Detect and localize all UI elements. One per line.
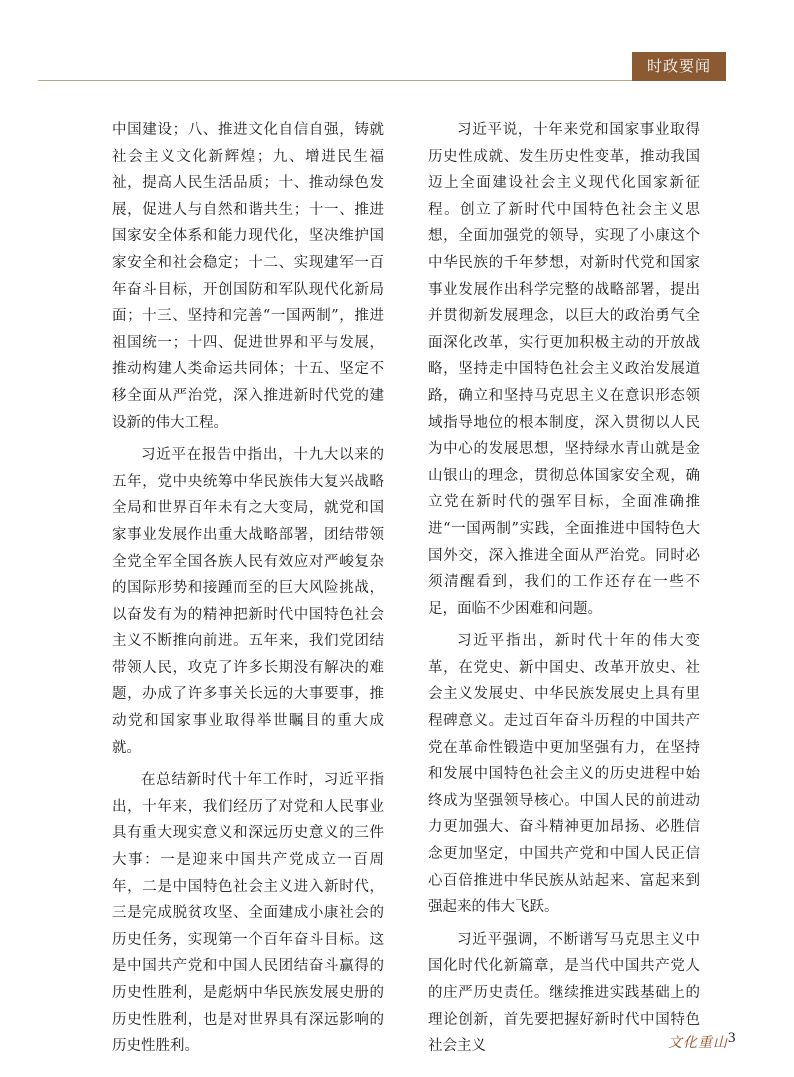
magazine-logo: 文化重山 [668, 1035, 728, 1051]
body-paragraph: 中国建设；八、推进文化自信自强，铸就社会主义文化新辉煌；九、增进民生福祉，提高人民生活品质；十、推动绿色发展，促进人与自然和谐共生；十一、推进国家安全体系和能力现代化，坚决维护国家安全和社会稳定；十二、实现建军一百年奋斗目标，开创国防和军队现代化新局面；十三、坚持和完善“一国两制”，推进祖国统一；十四、促进世界和平与发展，推动构建人类命运共同体；十五、坚定不移全面从严治党，深入推进新时代党的建设新的伟大工程。 [112, 122, 384, 431]
header-rule [38, 80, 664, 81]
page-number: 3 [728, 1030, 736, 1046]
body-paragraph: 在总结新时代十年工作时，习近平指出，十年来，我们经历了对党和人民事业具有重大现实意义和深远历史意义的三件大事：一是迎来中国共产党成立一百周年，二是中国特色社会主义进入新时代，三是完成脱贫攻坚、全面建成小康社会的历史任务，实现第一个百年奋斗目标。这是中国共产党和中国人民团结奋斗赢得的历史性胜利，是彪炳中华民族发展史册的历史性胜利，也是对世界具有深远影响的历史性胜利。 [112, 772, 384, 1055]
body-paragraph: 习近平说，十年来党和国家事业取得历史性成就、发生历史性变革，推动我国迈上全面建设社会主义现代化国家新征程。创立了新时代中国特色社会主义思想，全面加强党的领导，实现了小康这个中华民族的千年梦想，对新时代党和国家事业发展作出科学完整的战略部署，提出并贯彻新发展理念，以巨大的政治勇气全面深化改革，实行更加积极主动的开放战略，坚持走中国特色社会主义政治发展道路，确立和坚持马克思主义在意识形态领域指导地位的根本制度，深入贯彻以人民为中心的发展思想，坚持绿水青山就是金山银山的理念，贯彻总体国家安全观，确立党在新时代的强军目标，全面准确推进“一国两制”实践，全面推进中国特色大国外交，深入推进全面从严治党。同时必须清醒看到，我们的工作还存在一些不足，面临不少困难和问题。 [428, 122, 700, 617]
body-paragraph: 习近平在报告中指出，十九大以来的五年，党中央统筹中华民族伟大复兴战略全局和世界百年未有之大变局，就党和国家事业发展作出重大战略部署，团结带领全党全军全国各族人民有效应对严峻复杂的国际形势和接踵而至的巨大风险挑战，以奋发有为的精神把新时代中国特色社会主义不断推向前进。五年来，我们党团结带领人民，攻克了许多长期没有解决的难题，办成了许多事关长远的大事要事，推动党和国家事业取得举世瞩目的重大成就。 [112, 447, 384, 756]
section-tag: 时政要闻 [632, 52, 726, 81]
left-column [112, 117, 384, 1060]
body-paragraph: 习近平强调，不断谱写马克思主义中国化时代化新篇章，是当代中国共产党人的庄严历史责任。继续推进实践基础上的理论创新，首先要把握好新时代中国特色社会主义 [428, 931, 700, 1055]
body-paragraph: 习近平指出，新时代十年的伟大变革，在党史、新中国史、改革开放史、社会主义发展史、中华民族发展史上具有里程碑意义。走过百年奋斗历程的中国共产党在革命性锻造中更加坚强有力，在坚持和发展中国特色社会主义的历史进程中始终成为坚强领导核心。中国人民的前进动力更加强大、奋斗精神更加昂扬、必胜信念更加坚定，中国共产党和中国人民正信心百倍推进中华民族从站起来、富起来到强起来的伟大飞跃。 [428, 633, 700, 916]
right-column [428, 117, 700, 1060]
